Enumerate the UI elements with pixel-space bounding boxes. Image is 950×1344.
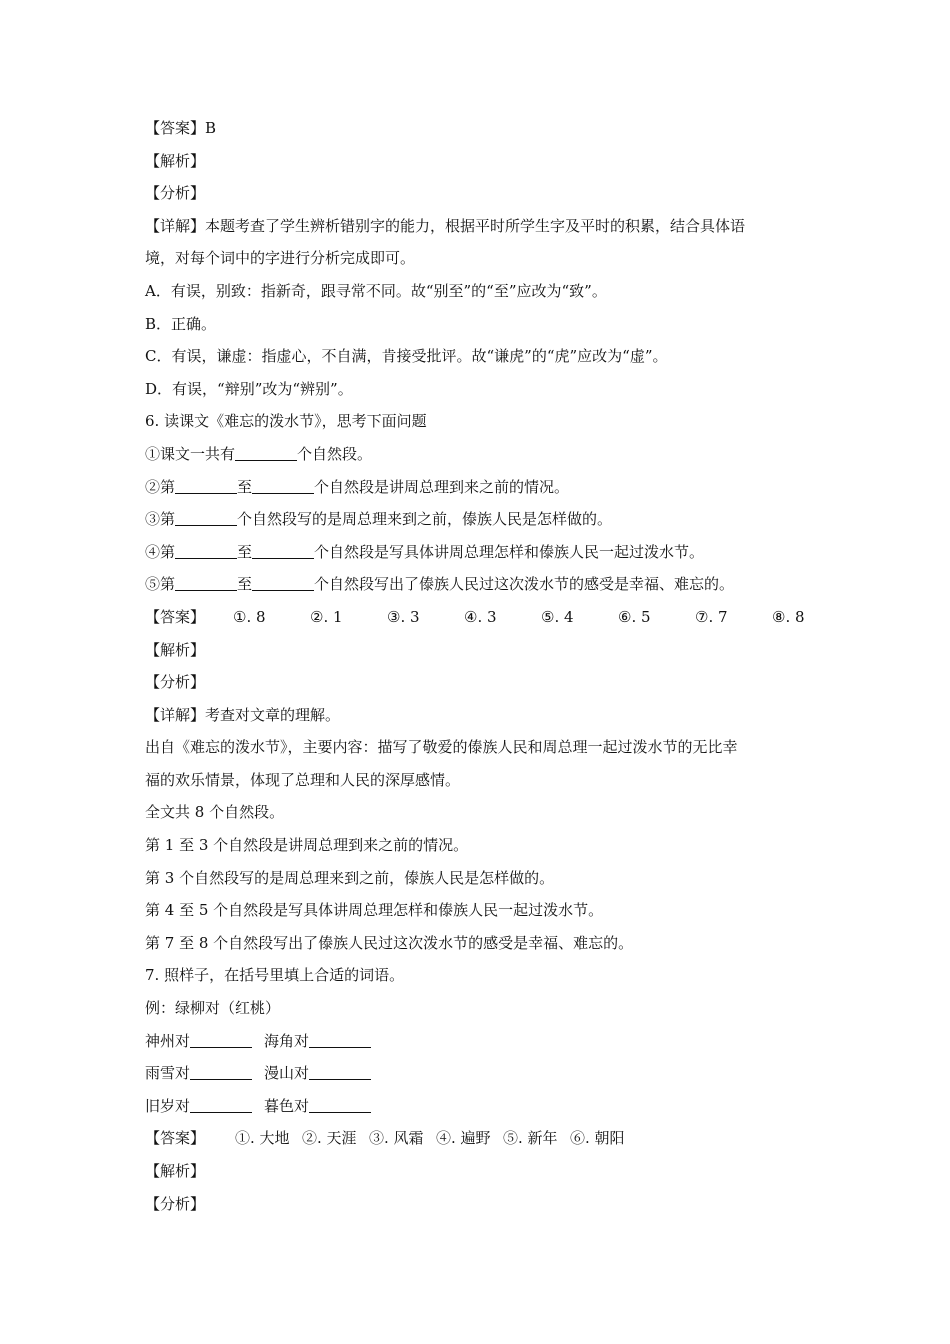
fill-blank[interactable]: [175, 479, 237, 494]
item-text: ③第: [145, 510, 176, 529]
q7-row-3: [145, 1090, 825, 1123]
q5-option-d: D．有误，“辩别”改为“辨别”。: [145, 379, 353, 398]
q7-fenxi: 【分析】: [145, 1194, 206, 1213]
answer-item: ③. 风霜: [369, 1129, 424, 1148]
q6-fenxi: 【分析】: [145, 673, 206, 692]
answer-item: ②. 天涯: [302, 1129, 357, 1148]
item-text: 个自然段是写具体讲周总理怎样和傣族人民一起过泼水节。: [314, 542, 705, 561]
q6-para-3: 全文共 8 个自然段。: [145, 803, 285, 822]
q6-item-5: [145, 568, 825, 601]
fill-blank[interactable]: [309, 1033, 371, 1048]
answer-item: ④. 3: [464, 607, 497, 626]
answer-label: 【答案】: [145, 1129, 206, 1148]
fill-blank[interactable]: [190, 1065, 252, 1080]
q7-row-2: [145, 1057, 825, 1090]
q6-para-5: 第 3 个自然段写的是周总理来到之前，傣族人民是怎样做的。: [145, 868, 555, 887]
q6-answer: [145, 601, 825, 634]
fill-blank[interactable]: [190, 1033, 252, 1048]
q6-para-1: 出自《难忘的泼水节》，主要内容：描写了敬爱的傣族人民和周总理一起过泼水节的无比幸: [145, 738, 738, 757]
fill-blank[interactable]: [175, 511, 237, 526]
q6-para-6: 第 4 至 5 个自然段是写具体讲周总理怎样和傣族人民一起过泼水节。: [145, 901, 604, 920]
q6-jiexi: 【解析】: [145, 640, 206, 659]
q6-para-4: 第 1 至 3 个自然段是讲周总理到来之前的情况。: [145, 836, 469, 855]
q6-para-2: 福的欢乐情景，体现了总理和人民的深厚感情。: [145, 770, 461, 789]
q5-answer: [145, 112, 825, 145]
answer-item: ④. 遍野: [436, 1129, 491, 1148]
q6-item-4: [145, 536, 825, 569]
q7-row-1: [145, 1025, 825, 1058]
q6-title: 6. 读课文《难忘的泼水节》，思考下面问题: [145, 412, 427, 431]
fill-blank[interactable]: [190, 1098, 252, 1113]
item-text: 漫山对: [264, 1064, 310, 1083]
item-text: 个自然段。: [297, 444, 373, 463]
answer-item: ②. 1: [310, 607, 343, 626]
answer-label: 【答案】: [145, 119, 206, 137]
fill-blank[interactable]: [252, 544, 314, 559]
q5-jiexi: 【解析】: [145, 151, 206, 170]
q7-example: 例：绿柳对（红桃）: [145, 999, 281, 1018]
item-text: ⑤第: [145, 575, 176, 594]
q6-item-3: [145, 503, 825, 536]
q5-option-a: A．有误，别致：指新奇，跟寻常不同。故“别至”的“至”应改为“致”。: [145, 281, 607, 300]
q6-para-7: 第 7 至 8 个自然段写出了傣族人民过这次泼水节的感受是幸福、难忘的。: [145, 933, 634, 952]
q6-item-2: [145, 471, 825, 504]
answer-item: ⑥. 5: [618, 607, 651, 626]
fill-blank[interactable]: [309, 1098, 371, 1113]
answer-value: B: [205, 119, 217, 137]
q7-jiexi: 【解析】: [145, 1162, 206, 1180]
item-text: 旧岁对: [145, 1096, 191, 1115]
q6-detail: 【详解】考查对文章的理解。: [145, 705, 341, 724]
item-text: 个自然段是讲周总理到来之前的情况。: [314, 477, 570, 496]
item-text: 至: [237, 542, 253, 561]
q5-detail-2: 境，对每个词中的字进行分析完成即可。: [145, 249, 416, 268]
answer-item: ①. 8: [233, 607, 266, 626]
fill-blank[interactable]: [175, 544, 237, 559]
q5-fenxi: 【分析】: [145, 184, 206, 203]
q5-option-b: B．正确。: [145, 314, 217, 333]
item-text: 暮色对: [264, 1096, 310, 1115]
item-text: ①课文一共有: [145, 444, 236, 463]
item-text: ②第: [145, 477, 176, 496]
item-text: 个自然段写出了傣族人民过这次泼水节的感受是幸福、难忘的。: [314, 575, 735, 594]
fill-blank[interactable]: [252, 479, 314, 494]
item-text: ④第: [145, 542, 176, 561]
answer-label: 【答案】: [145, 607, 206, 626]
answer-item: ⑤. 新年: [503, 1129, 558, 1148]
answer-item: ⑤. 4: [541, 607, 574, 626]
item-text: 至: [237, 477, 253, 496]
fill-blank[interactable]: [175, 576, 237, 591]
fill-blank[interactable]: [252, 576, 314, 591]
answer-item: ③. 3: [387, 607, 420, 626]
q7-answer: [145, 1122, 825, 1155]
answer-item: ⑦. 7: [695, 607, 728, 626]
fill-blank[interactable]: [235, 446, 297, 461]
answer-item: ⑥. 朝阳: [570, 1129, 625, 1148]
item-text: 雨雪对: [145, 1064, 191, 1083]
item-text: 神州对: [145, 1031, 191, 1050]
item-text: 个自然段写的是周总理来到之前，傣族人民是怎样做的。: [237, 510, 613, 529]
q7-title: 7. 照样子，在括号里填上合适的词语。: [145, 966, 405, 985]
fill-blank[interactable]: [309, 1065, 371, 1080]
q5-option-c: C．有误，谦虚：指虚心，不自满，肯接受批评。故“谦虎”的“虎”应改为“虚”。: [145, 347, 668, 366]
document-page: [145, 112, 825, 1220]
answer-item: ①. 大地: [235, 1129, 290, 1148]
q6-item-1: [145, 438, 825, 471]
item-text: 海角对: [264, 1031, 310, 1050]
answer-item: ⑧. 8: [772, 607, 805, 626]
item-text: 至: [237, 575, 253, 594]
q5-detail-1: 【详解】本题考查了学生辨析错别字的能力，根据平时所学生字及平时的积累，结合具体语: [145, 216, 746, 235]
